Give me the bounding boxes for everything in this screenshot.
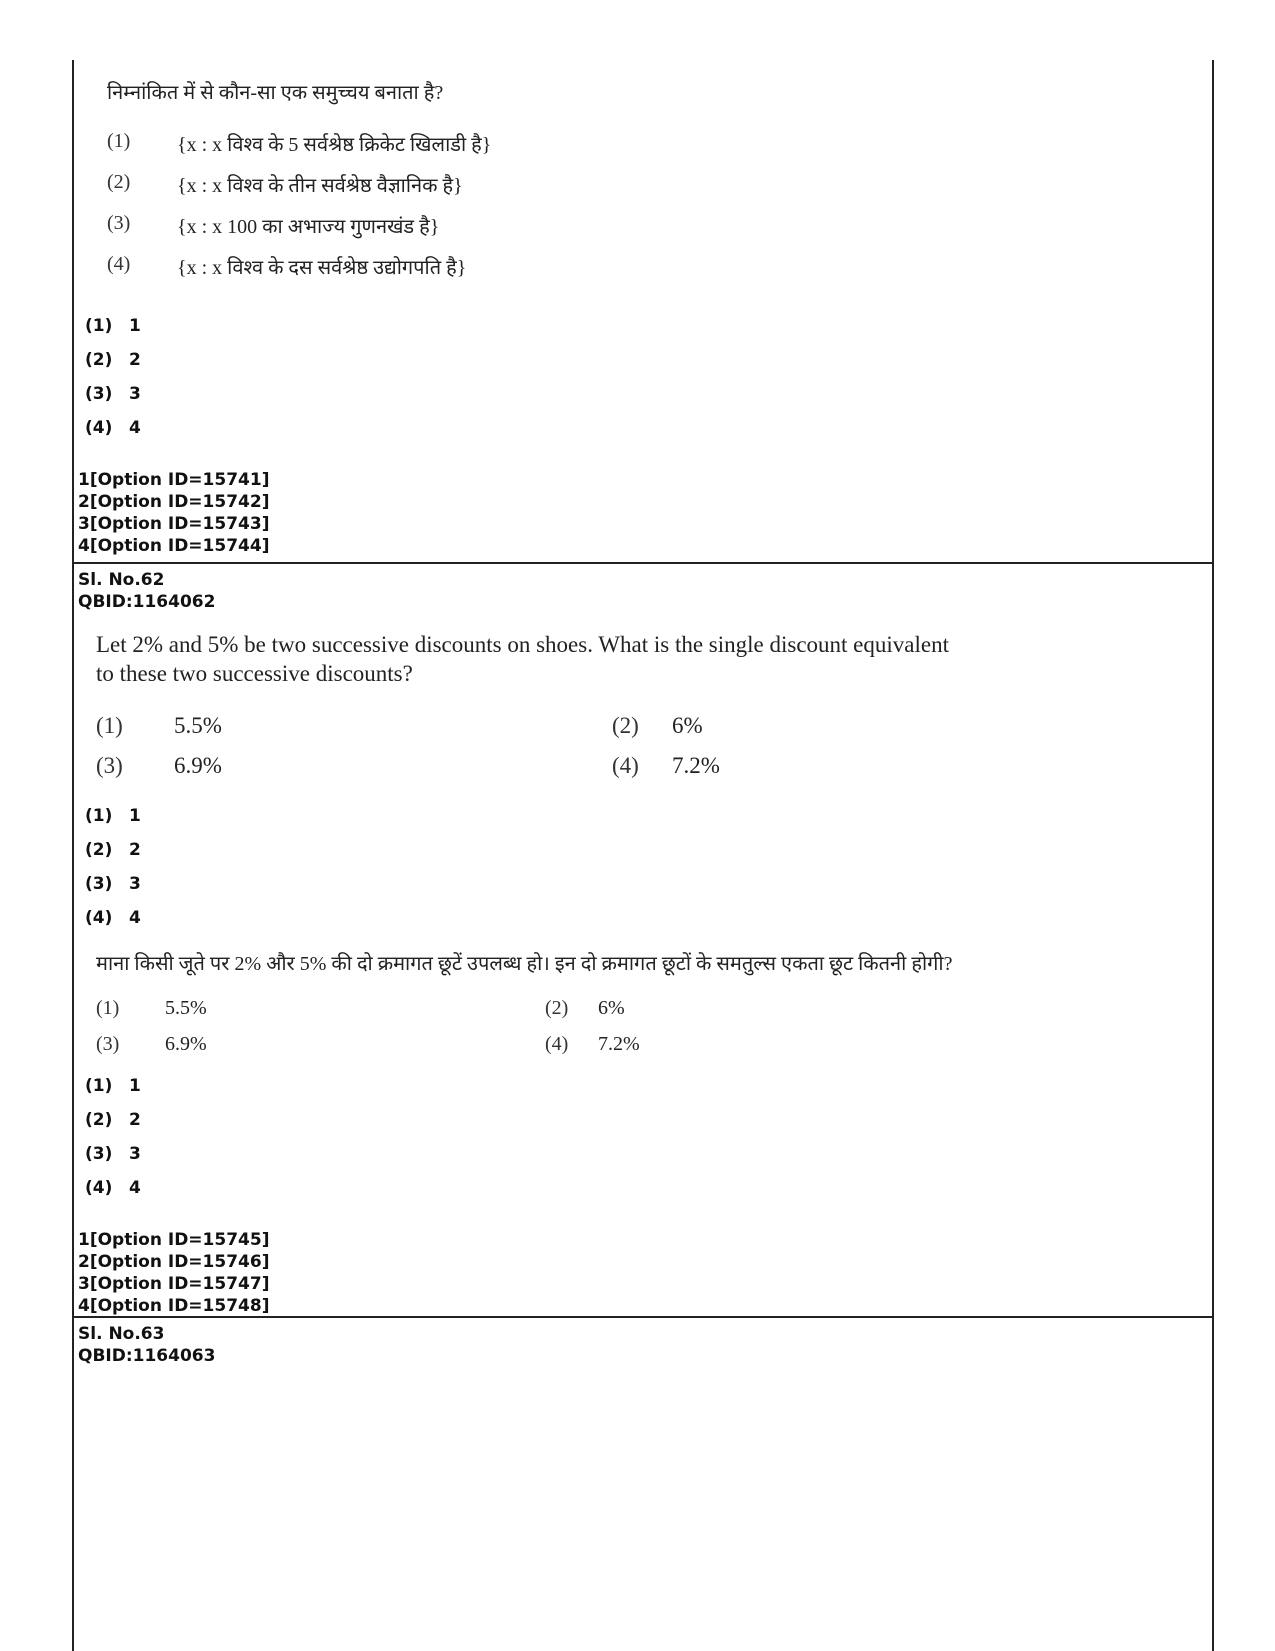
q62-en-answer-1 bbox=[85, 806, 141, 826]
q62-hi-option-1-number: (1) bbox=[96, 997, 120, 1019]
q61-answer-2 bbox=[85, 350, 141, 370]
answer-value: 4 bbox=[129, 908, 141, 928]
q61-option-2-text: {x : x विश्व के तीन सर्वश्रेष्ठ वैज्ञानिक है} bbox=[177, 175, 463, 197]
divider-q62 bbox=[72, 562, 1212, 564]
q62-hi-answer-1 bbox=[85, 1076, 141, 1096]
answer-number: (3) bbox=[85, 384, 113, 404]
q62-en-answer-2 bbox=[85, 840, 141, 860]
q61-option-1-number: (1) bbox=[107, 130, 131, 152]
q62-header bbox=[78, 569, 215, 613]
answer-number: (2) bbox=[85, 840, 113, 860]
q61-option-ids bbox=[78, 469, 269, 557]
q61-option-2-number: (2) bbox=[107, 171, 131, 193]
q62-hi-option-4-text: 7.2% bbox=[598, 1033, 640, 1055]
q61-option-4-number: (4) bbox=[107, 253, 131, 275]
q62-hi-option-2-number: (2) bbox=[545, 997, 569, 1019]
q62-hi-option-3-text: 6.9% bbox=[165, 1033, 207, 1055]
q62-en-answer-4 bbox=[85, 908, 141, 928]
answer-number: (4) bbox=[85, 1178, 113, 1198]
answer-number: (4) bbox=[85, 418, 113, 438]
q62-hi-answer-2 bbox=[85, 1110, 141, 1130]
answer-number: (3) bbox=[85, 874, 113, 894]
q61-stem-hindi: निम्नांकित में से कौन-सा एक समुच्चय बनाता है? bbox=[107, 82, 444, 104]
answer-number: (1) bbox=[85, 316, 113, 336]
q62-en-option-2-number: (2) bbox=[612, 713, 639, 738]
answer-number: (3) bbox=[85, 1144, 113, 1164]
qbid: QBID:1164062 bbox=[78, 592, 216, 612]
answer-value: 1 bbox=[129, 1076, 141, 1096]
answer-value: 4 bbox=[129, 418, 141, 438]
answer-value: 2 bbox=[129, 840, 141, 860]
q61-option-1-text: {x : x विश्व के 5 सर्वश्रेष्ठ क्रिकेट खिलाडी है} bbox=[177, 134, 492, 156]
answer-value: 1 bbox=[129, 316, 141, 336]
answer-number: (1) bbox=[85, 806, 113, 826]
q62-hi-option-1-text: 5.5% bbox=[165, 997, 207, 1019]
q61-answer-1 bbox=[85, 316, 141, 336]
answer-value: 3 bbox=[129, 384, 141, 404]
option-id: 3[Option ID=15743] bbox=[78, 514, 270, 534]
answer-value: 4 bbox=[129, 1178, 141, 1198]
qbid: QBID:1164063 bbox=[78, 1346, 216, 1366]
q62-en-option-3-text: 6.9% bbox=[174, 753, 222, 778]
serial-number: Sl. No.62 bbox=[78, 570, 165, 590]
option-id: 2[Option ID=15742] bbox=[78, 492, 270, 512]
q62-stem-hindi: माना किसी जूते पर 2% और 5% की दो क्रमागत छूटें उपलब्ध हो। इन दो क्रमागत छूटों के समतुल्स एकता छूट कितनी होगी? bbox=[96, 953, 953, 975]
q61-answer-3 bbox=[85, 384, 141, 404]
answer-number: (1) bbox=[85, 1076, 113, 1096]
answer-value: 2 bbox=[129, 350, 141, 370]
q63-header bbox=[78, 1323, 215, 1367]
q62-hi-answer-4 bbox=[85, 1178, 141, 1198]
q61-option-3-text: {x : x 100 का अभाज्य गुणनखंड है} bbox=[177, 216, 440, 238]
q62-en-option-4-text: 7.2% bbox=[672, 753, 720, 778]
q62-en-option-3-number: (3) bbox=[96, 753, 123, 778]
option-id: 4[Option ID=15748] bbox=[78, 1296, 270, 1316]
q62-en-option-4-number: (4) bbox=[612, 753, 639, 778]
q62-stem-english-line2: to these two successive discounts? bbox=[96, 661, 413, 686]
q62-option-ids bbox=[78, 1229, 269, 1317]
answer-value: 3 bbox=[129, 874, 141, 894]
option-id: 1[Option ID=15741] bbox=[78, 470, 270, 490]
answer-number: (2) bbox=[85, 1110, 113, 1130]
q62-en-option-1-number: (1) bbox=[96, 713, 123, 738]
q61-option-3-number: (3) bbox=[107, 212, 131, 234]
answer-number: (4) bbox=[85, 908, 113, 928]
q62-hi-option-4-number: (4) bbox=[545, 1033, 569, 1055]
serial-number: Sl. No.63 bbox=[78, 1324, 165, 1344]
option-id: 3[Option ID=15747] bbox=[78, 1274, 270, 1294]
answer-number: (2) bbox=[85, 350, 113, 370]
q62-hi-option-3-number: (3) bbox=[96, 1033, 120, 1055]
q62-hi-answer-3 bbox=[85, 1144, 141, 1164]
answer-value: 2 bbox=[129, 1110, 141, 1130]
q62-hi-option-2-text: 6% bbox=[598, 997, 625, 1019]
q61-option-4-text: {x : x विश्व के दस सर्वश्रेष्ठ उद्योगपति है} bbox=[177, 257, 467, 279]
option-id: 1[Option ID=15745] bbox=[78, 1230, 270, 1250]
q62-en-answer-3 bbox=[85, 874, 141, 894]
q61-answer-4 bbox=[85, 418, 141, 438]
answer-value: 1 bbox=[129, 806, 141, 826]
page-frame bbox=[72, 60, 1214, 1651]
answer-value: 3 bbox=[129, 1144, 141, 1164]
option-id: 2[Option ID=15746] bbox=[78, 1252, 270, 1272]
q62-en-option-2-text: 6% bbox=[672, 713, 703, 738]
option-id: 4[Option ID=15744] bbox=[78, 536, 270, 556]
q62-en-option-1-text: 5.5% bbox=[174, 713, 222, 738]
q62-stem-english-line1: Let 2% and 5% be two successive discounts on shoes. What is the single discount equivalent bbox=[96, 632, 949, 657]
